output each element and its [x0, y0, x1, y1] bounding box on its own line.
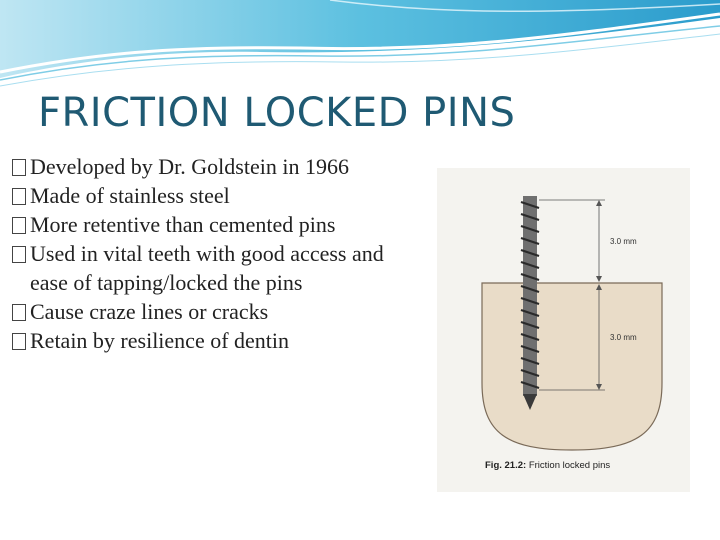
bullet-text: Made of stainless steel	[30, 183, 230, 208]
bullet-text: Used in vital teeth with good access and ease of tapping/locked the pins	[30, 241, 384, 295]
list-item	[10, 210, 420, 239]
square-bullet-icon	[12, 304, 26, 321]
dimension-label-top: 3.0 mm	[610, 237, 637, 246]
bullet-list	[10, 152, 420, 355]
square-bullet-icon	[12, 333, 26, 350]
list-item	[10, 239, 420, 297]
square-bullet-icon	[12, 246, 26, 263]
figure-caption	[485, 460, 610, 471]
page-title: FRICTION LOCKED PINS	[38, 90, 516, 136]
dentin-block	[482, 283, 662, 450]
pin-diagram	[437, 168, 690, 492]
bullet-text: Retain by resilience of dentin	[30, 328, 290, 353]
header-wave-decoration	[0, 0, 720, 90]
figure-number: Fig. 21.2:	[485, 460, 527, 471]
pin-figure	[437, 168, 690, 492]
dimension-label-bottom: 3.0 mm	[610, 333, 637, 342]
bullet-text: More retentive than cemented pins	[30, 212, 336, 237]
list-item	[10, 297, 420, 326]
pin-shaft	[523, 196, 537, 396]
figure-caption-text: Friction locked pins	[526, 460, 611, 471]
square-bullet-icon	[12, 217, 26, 234]
square-bullet-icon	[12, 188, 26, 205]
list-item	[10, 181, 420, 210]
list-item	[10, 152, 420, 181]
bullet-text: Cause craze lines or cracks	[30, 299, 269, 324]
bullet-text: Developed by Dr. Goldstein in 1966	[30, 154, 349, 179]
square-bullet-icon	[12, 159, 26, 176]
list-item	[10, 326, 420, 355]
